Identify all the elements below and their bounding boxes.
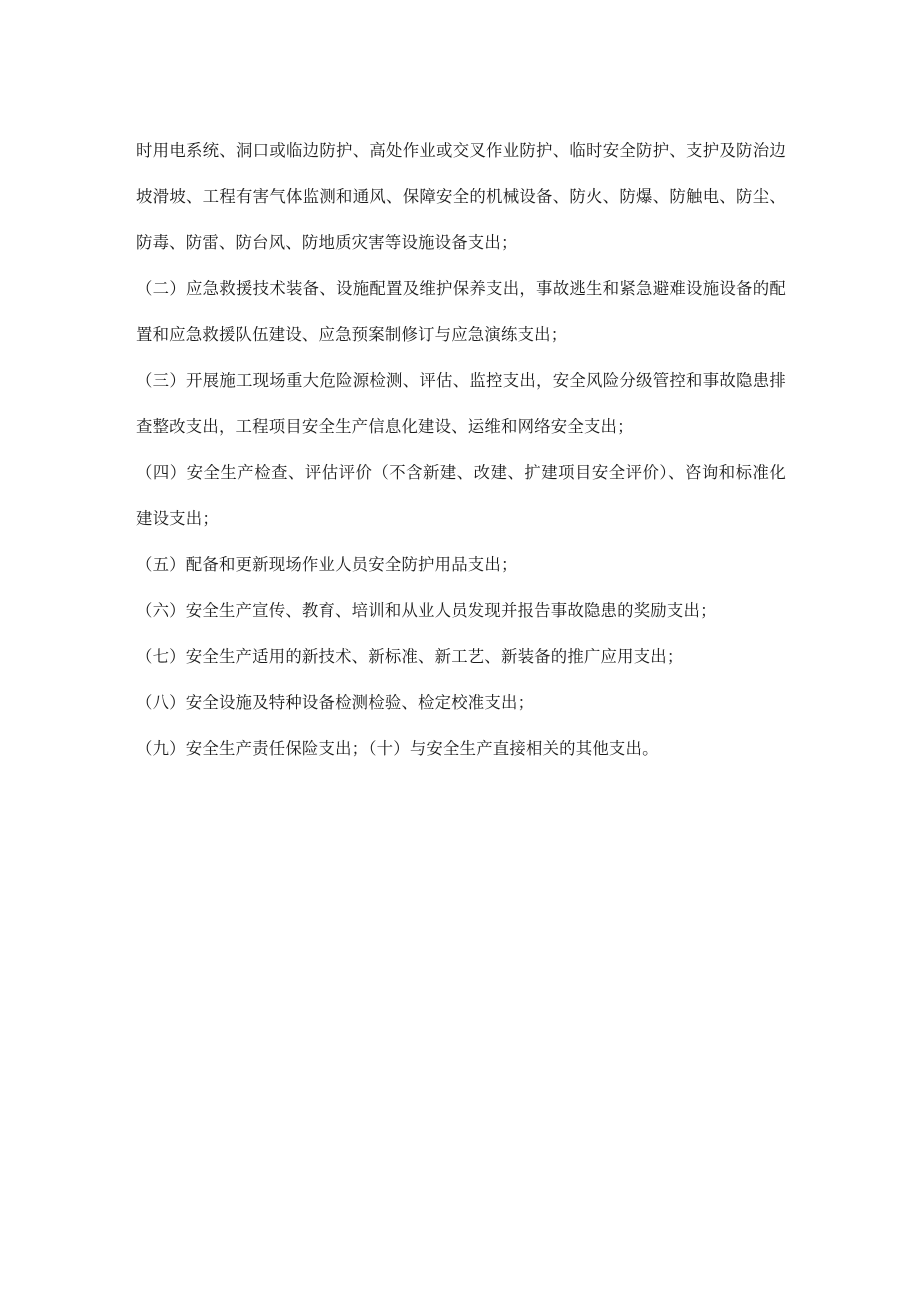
paragraph-item-9-10: （九）安全生产责任保险支出；（十）与安全生产直接相关的其他支出。: [136, 739, 659, 758]
paragraph-item-4: （四）安全生产检查、评估评价（不含新建、改建、扩建项目安全评价）、咨询和标准化建设支出；: [136, 463, 786, 528]
paragraph-item-6: （六）安全生产宣传、教育、培训和从业人员发现并报告事故隐患的奖励支出；: [136, 601, 717, 620]
paragraph-continued: 时用电系统、洞口或临边防护、高处作业或交叉作业防护、临时安全防护、支护及防治边坡滑坡、工程有害气体监测和通风、保障安全的机械设备、防火、防爆、防触电、防尘、防毒、防雷、防台风、防地质灾害等设施设备支出；: [136, 141, 786, 252]
paragraph-item-5: （五）配备和更新现场作业人员安全防护用品支出；: [136, 555, 518, 574]
paragraph-item-7: （七）安全生产适用的新技术、新标准、新工艺、新装备的推广应用支出；: [136, 647, 684, 666]
document-body: [136, 128, 786, 772]
paragraph-item-2: （二）应急救援技术装备、设施配置及维护保养支出，事故逃生和紧急避难设施设备的配置和应急救援队伍建设、应急预案制修订与应急演练支出；: [136, 279, 786, 344]
paragraph-item-3: （三）开展施工现场重大危险源检测、评估、监控支出，安全风险分级管控和事故隐患排查整改支出，工程项目安全生产信息化建设、运维和网络安全支出；: [136, 371, 786, 436]
paragraph-item-8: （八）安全设施及特种设备检测检验、检定校准支出；: [136, 693, 535, 712]
